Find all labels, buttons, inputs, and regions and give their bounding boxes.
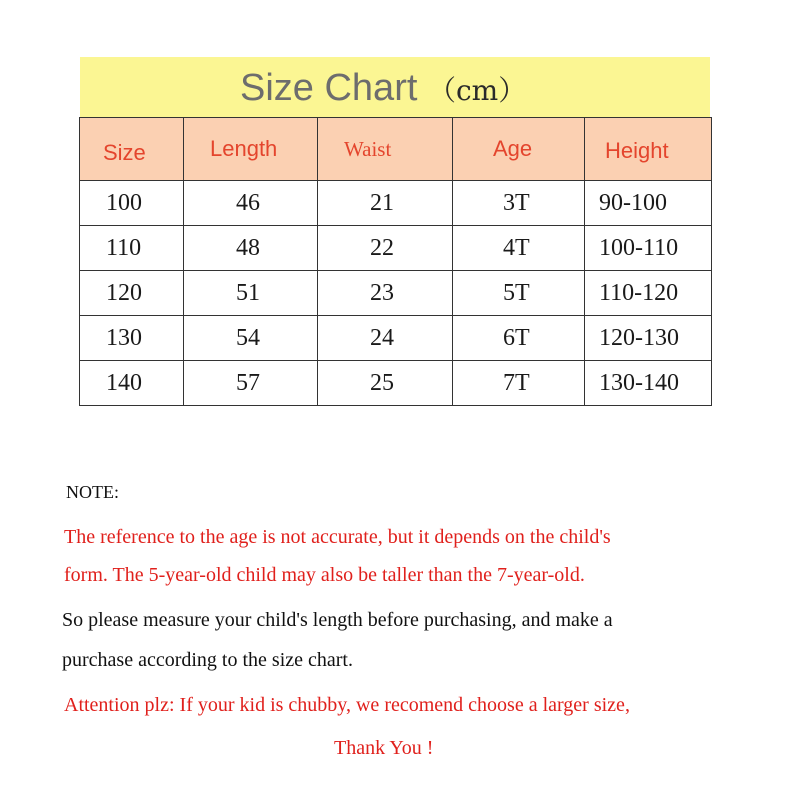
cell-age: 4T xyxy=(453,226,585,271)
cell-height: 130-140 xyxy=(585,361,712,406)
size-table xyxy=(79,117,712,406)
cell-size: 110 xyxy=(80,226,184,271)
header-waist: Waist xyxy=(318,118,453,181)
cell-age: 5T xyxy=(453,271,585,316)
cell-size: 140 xyxy=(80,361,184,406)
table-row xyxy=(80,316,712,361)
table-row xyxy=(80,361,712,406)
cell-waist: 24 xyxy=(318,316,453,361)
age-disclaimer xyxy=(64,518,764,594)
table-header-row xyxy=(80,118,712,181)
cell-size: 100 xyxy=(80,181,184,226)
chart-title-text: Size Chart xyxy=(240,67,418,109)
cell-age: 6T xyxy=(453,316,585,361)
thank-you-text: Thank You ! xyxy=(334,737,434,759)
cell-waist: 21 xyxy=(318,181,453,226)
measure-instruction-line1: So please measure your child's length before purchasing, and make a xyxy=(62,609,613,631)
cell-waist: 25 xyxy=(318,361,453,406)
cell-size: 120 xyxy=(80,271,184,316)
measure-instruction xyxy=(62,600,772,680)
cell-waist: 23 xyxy=(318,271,453,316)
cell-waist: 22 xyxy=(318,226,453,271)
cell-height: 90-100 xyxy=(585,181,712,226)
header-age: Age xyxy=(453,118,585,181)
measure-instruction-line2: purchase according to the size chart. xyxy=(62,649,353,671)
note-label: NOTE: xyxy=(66,482,119,502)
title-banner xyxy=(80,57,710,117)
header-height: Height xyxy=(585,118,712,181)
table-row xyxy=(80,181,712,226)
cell-length: 57 xyxy=(184,361,318,406)
cell-length: 48 xyxy=(184,226,318,271)
cell-size: 130 xyxy=(80,316,184,361)
cell-length: 46 xyxy=(184,181,318,226)
chart-title-unit: （cm） xyxy=(427,74,527,107)
header-length: Length xyxy=(184,118,318,181)
attention-note: Attention plz: If your kid is chubby, we recomend choose a larger size, xyxy=(64,694,630,716)
age-disclaimer-line1: The reference to the age is not accurate, but it depends on the child's xyxy=(64,526,611,548)
table-row xyxy=(80,271,712,316)
cell-length: 54 xyxy=(184,316,318,361)
cell-length: 51 xyxy=(184,271,318,316)
chart-title xyxy=(240,67,526,110)
cell-age: 3T xyxy=(453,181,585,226)
cell-height: 110-120 xyxy=(585,271,712,316)
header-size: Size xyxy=(80,118,184,181)
table-row xyxy=(80,226,712,271)
age-disclaimer-line2: form. The 5-year-old child may also be taller than the 7-year-old. xyxy=(64,564,585,586)
cell-height: 120-130 xyxy=(585,316,712,361)
cell-height: 100-110 xyxy=(585,226,712,271)
cell-age: 7T xyxy=(453,361,585,406)
